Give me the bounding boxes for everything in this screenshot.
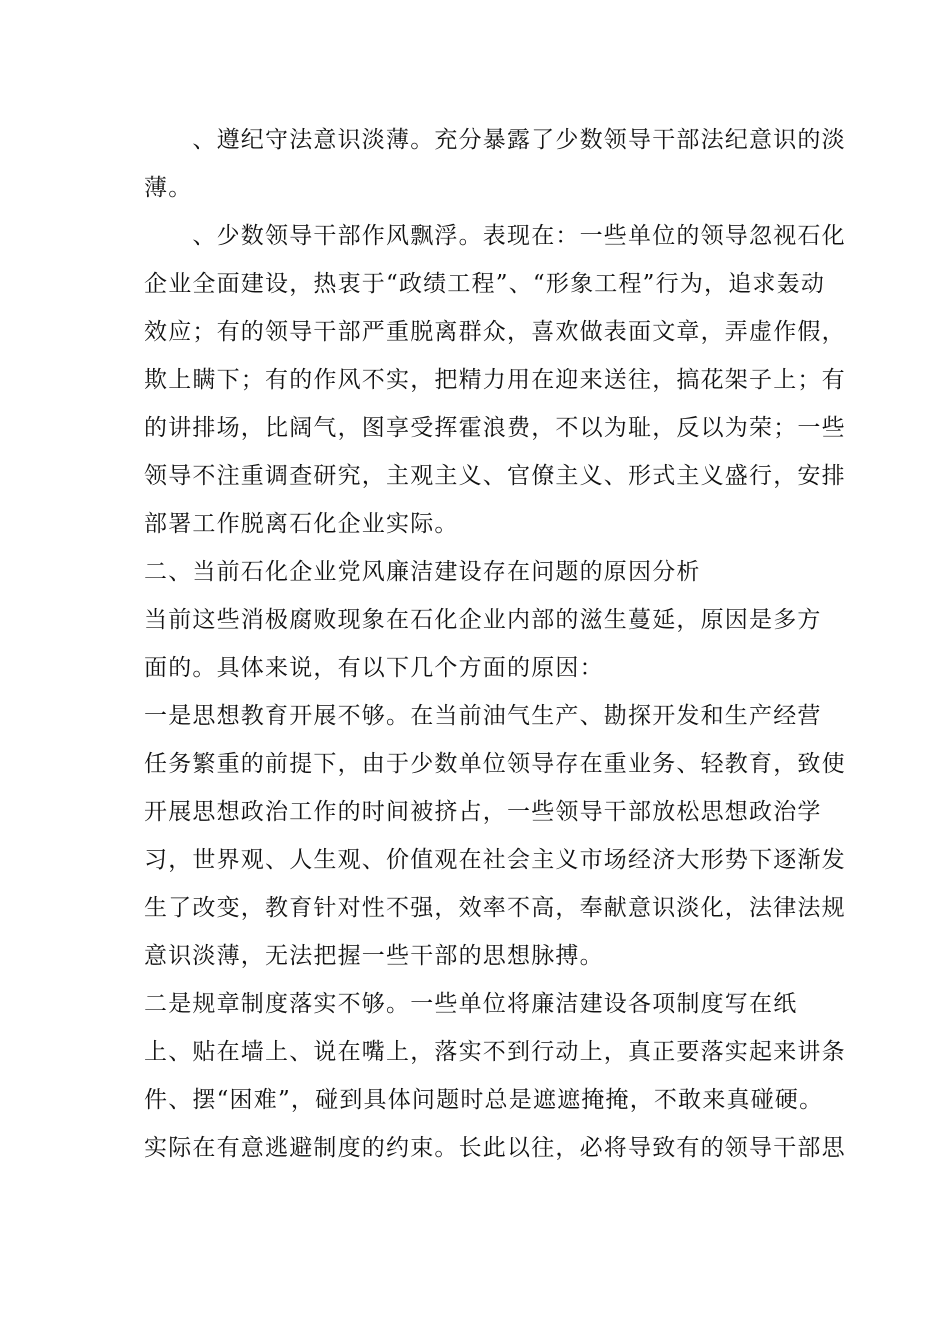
paragraph-line: 面的。具体来说，有以下几个方面的原因： (144, 655, 604, 681)
paragraph-line: 欺上瞒下；有的作风不实，把精力用在迎来送往，搞花架子上；有 (144, 367, 846, 393)
paragraph-line: 生了改变，教育针对性不强，效率不高，奉献意识淡化，法律法规 (144, 895, 846, 921)
paragraph-line: 二是规章制度落实不够。一些单位将廉洁建设各项制度写在纸 (144, 991, 798, 1017)
paragraph-line: 实际在有意逃避制度的约束。长此以往，必将导致有的领导干部思 (144, 1135, 846, 1161)
paragraph-line: 件、摆“困难”，碰到具体问题时总是遮遮掩掩，不敢来真碰硬。 (144, 1087, 824, 1113)
paragraph-line: 薄。 (144, 175, 193, 201)
paragraph-line: 的讲排场，比阔气，图享受挥霍浪费，不以为耻，反以为荣；一些 (144, 415, 846, 441)
paragraph-line: 习，世界观、人生观、价值观在社会主义市场经济大形势下逐渐发 (144, 847, 846, 873)
paragraph-line: 领导不注重调查研究，主观主义、官僚主义、形式主义盛行，安排 (144, 463, 846, 489)
paragraph-line: 一是思想教育开展不够。在当前油气生产、勘探开发和生产经营 (144, 703, 822, 729)
paragraph-line: 意识淡薄，无法把握一些干部的思想脉搏。 (144, 943, 604, 969)
paragraph-line: 二、当前石化企业党风廉洁建设存在问题的原因分析 (144, 559, 701, 585)
paragraph-line: 当前这些消极腐败现象在石化企业内部的滋生蔓延，原因是多方 (144, 607, 822, 633)
paragraph-line: 上、贴在墙上、说在嘴上，落实不到行动上，真正要落实起来讲条 (144, 1039, 846, 1065)
paragraph-line: 任务繁重的前提下，由于少数单位领导存在重业务、轻教育，致使 (144, 751, 846, 777)
paragraph-line: 效应；有的领导干部严重脱离群众，喜欢做表面文章，弄虚作假， (144, 319, 846, 345)
paragraph-line: 、少数领导干部作风飘浮。表现在：一些单位的领导忽视石化 (144, 223, 846, 249)
paragraph-line: 、遵纪守法意识淡薄。充分暴露了少数领导干部法纪意识的淡 (144, 127, 846, 153)
paragraph-line: 开展思想政治工作的时间被挤占，一些领导干部放松思想政治学 (144, 799, 822, 825)
paragraph-line: 部署工作脱离石化企业实际。 (144, 511, 459, 537)
paragraph-line: 企业全面建设，热衷于“政绩工程”、“形象工程”行为，追求轰动 (144, 271, 826, 297)
